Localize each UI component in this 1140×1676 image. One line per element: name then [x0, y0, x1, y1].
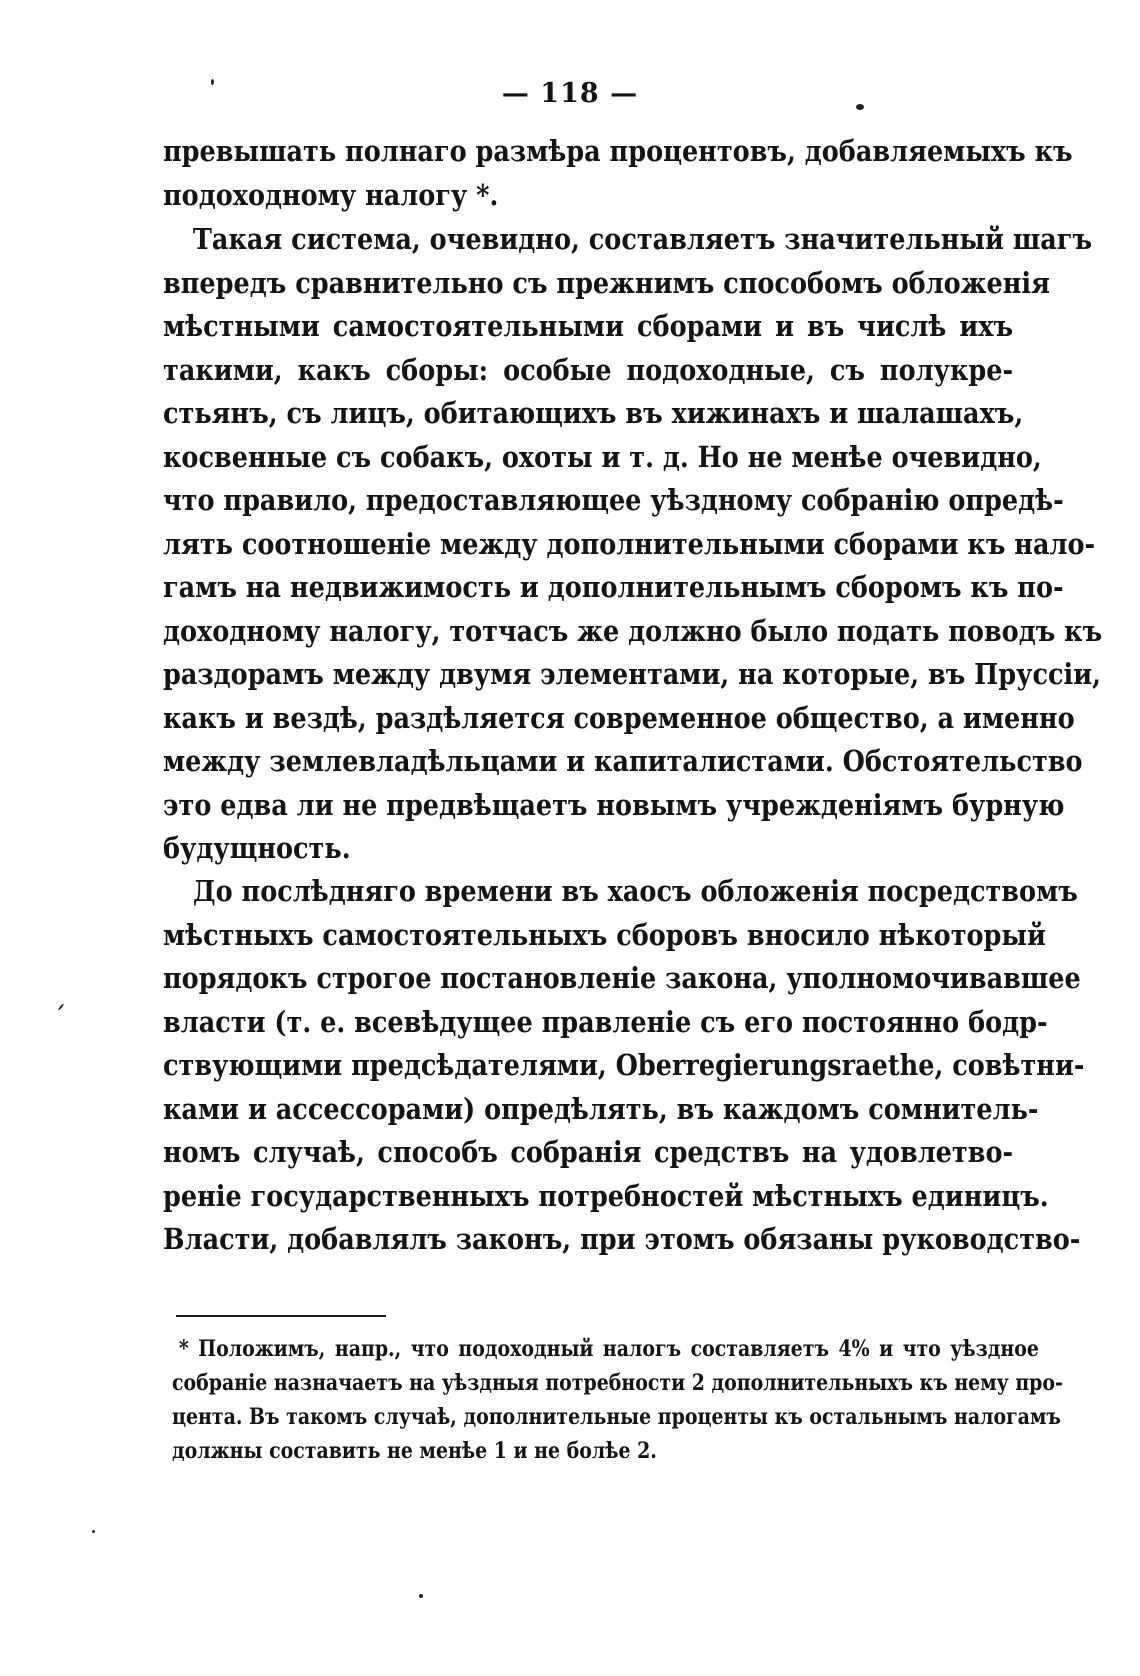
scan-speck [856, 104, 864, 110]
text-line: такими, какъ сборы: особые подоходные, съ полукре- [163, 352, 1014, 387]
text-line: мѣстными самостоятельными сборами и въ числѣ ихъ [163, 309, 1014, 343]
text-line: мѣстныхъ самостоятельныхъ сборовъ вносило нѣкоторый [163, 917, 1046, 952]
text-line: ками и ассессорами) опредѣлять, въ каждомъ сомнитель- [163, 1091, 1039, 1126]
text-line: косвенные съ собакъ, охоты и т. д. Но не менѣе очевидно, [163, 439, 1042, 474]
page-number: — 118 — [501, 78, 639, 109]
text-line: подоходному налогу *. [163, 177, 499, 212]
scan-speck [211, 79, 214, 85]
text-line: власти (т. е. всевѣдущее правленіе съ его постоянно бодр- [163, 1004, 1048, 1039]
text-line: это едва ли не предвѣщаетъ новымъ учрежденіямъ бурную [163, 787, 1065, 822]
footnote-line: собраніе назначаетъ на уѣздныя потребности 2 дополнительныхъ къ нему про- [172, 1370, 1063, 1396]
text-line: гамъ на недвижимость и дополнительнымъ сборомъ къ по- [163, 570, 1064, 604]
scan-speck [419, 1594, 423, 1598]
text-line: между землевладѣльцами и капиталистами. Обстоятельство [163, 744, 1083, 778]
footnote-line: цента. Въ такомъ случаѣ, дополнительные проценты къ остальнымъ налогамъ [172, 1404, 1061, 1430]
text-line: До послѣдняго времени въ хаосъ обложенія посредствомъ [192, 874, 1078, 908]
text-line: номъ случаѣ, способъ собранія средствъ на удовлетво- [163, 1135, 1014, 1169]
text-line: раздорамъ между двумя элементами, на которые, въ Пруссіи, [163, 657, 1102, 691]
text-line: Такая система, очевидно, составляетъ значительный шагъ [192, 222, 1093, 256]
text-line: какъ и вездѣ, раздѣляется современное общество, а именно [163, 700, 1075, 735]
text-line: впередъ сравнительно съ прежнимъ способомъ обложенія [163, 265, 1050, 300]
text-line: реніе государственныхъ потребностей мѣстныхъ единицъ. [163, 1178, 1049, 1213]
text-line: превышать полнаго размѣра процентовъ, добавляемыхъ къ [163, 134, 1073, 168]
footnote-divider [176, 1315, 386, 1317]
text-line: Власти, добавлялъ законъ, при этомъ обязаны руководство- [163, 1222, 1081, 1256]
paragraph-3 [163, 870, 1085, 1262]
text-line: доходному налогу, тотчасъ же должно было подать поводъ къ [163, 613, 1103, 648]
scan-speck [92, 1530, 95, 1533]
footnote-line: * Положимъ, напр., что подоходный налогъ составляетъ 4% и что уѣздное [178, 1336, 1039, 1362]
paragraph-continuation [163, 130, 1073, 217]
footnote [172, 1332, 1063, 1468]
scan-speck [58, 1003, 65, 1010]
paragraph-2 [163, 218, 1103, 871]
text-line: что правило, предоставляющее уѣздному собранію опредѣ- [163, 483, 1064, 517]
footnote-line: должны составить не менѣе 1 и не болѣе 2. [172, 1438, 657, 1464]
text-line: лять соотношеніе между дополнительными сборами къ нало- [163, 526, 1096, 561]
text-line: порядокъ строгое постановленіе закона, уполномочивавшее [163, 961, 1081, 995]
text-line: стьянъ, съ лицъ, обитающихъ въ хижинахъ и шалашахъ, [163, 396, 1024, 430]
text-line: ствующими предсѣдателями, Oberregierungsraethe, совѣтни- [163, 1048, 1085, 1082]
text-line: будущность. [163, 831, 351, 865]
